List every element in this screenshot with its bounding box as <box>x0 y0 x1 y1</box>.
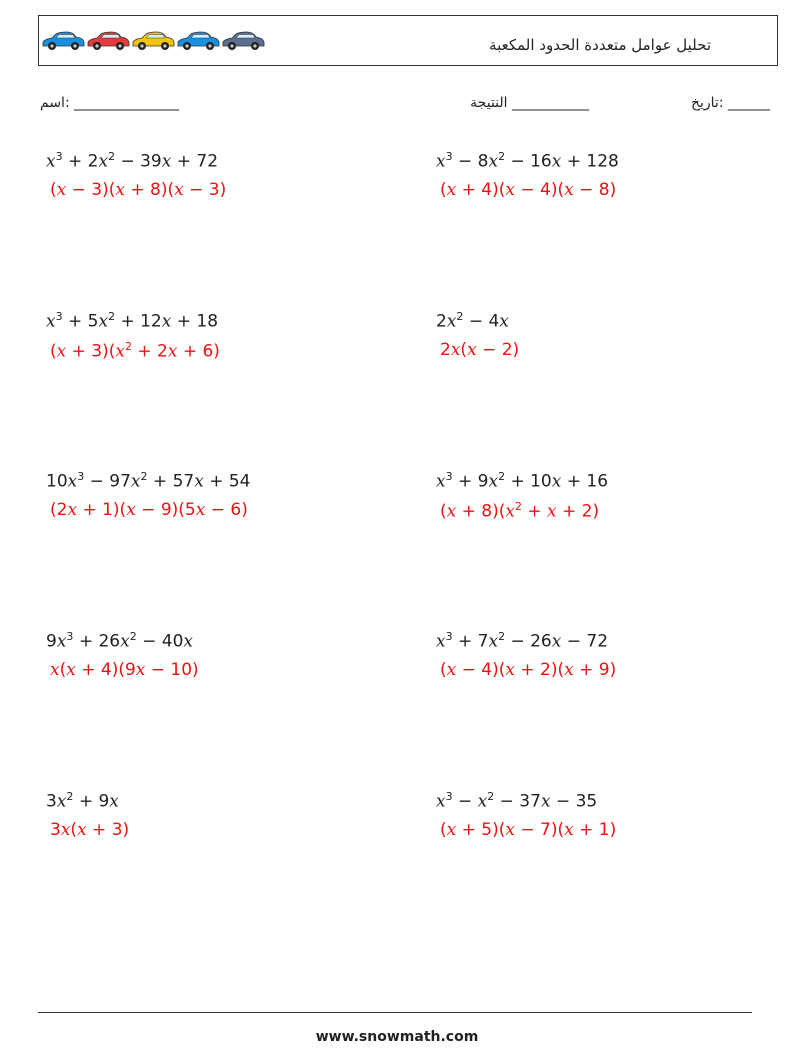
answer-expression: 2x(x − 2) <box>440 340 520 360</box>
problem-expression: $x^3 + 5x^2 + 12x + 18$ <box>46 310 219 332</box>
name-field: _______________ :اسم <box>40 95 180 111</box>
worksheet-title: تحليل عوامل متعددة الحدود المكعبة <box>489 36 711 54</box>
footer-url: www.snowmath.com <box>315 1029 479 1045</box>
answer-expression: (2x + 1)(x − 9)(5x − 6) <box>50 500 248 520</box>
problem-expression: $9x^3 + 26x^2 - 40x$ <box>46 630 193 652</box>
car-icons <box>41 31 266 53</box>
date-field: ______ :تاريخ <box>690 95 770 111</box>
answer-expression: $(x + 3)(x^2 + 2x + 6)$ <box>50 340 220 362</box>
footer-divider <box>38 1012 752 1013</box>
answer-expression: (x + 4)(x − 4)(x − 8) <box>440 180 617 200</box>
answer-expression: (x + 5)(x − 7)(x + 1) <box>440 820 617 840</box>
problem-expression: $3x^2 + 9x$ <box>46 790 119 812</box>
answer-expression: x(x + 4)(9x − 10) <box>50 660 199 680</box>
score-field: ___________ النتيجة <box>470 95 589 111</box>
car-icon-blue <box>43 32 84 50</box>
answer-expression: 3x(x + 3) <box>50 820 130 840</box>
problem-expression: $10x^3 - 97x^2 + 57x + 54$ <box>46 470 251 492</box>
answer-expression: $(x + 8)(x^2 + x + 2)$ <box>440 500 600 522</box>
answer-expression: (x − 3)(x + 8)(x − 3) <box>50 180 227 200</box>
suv-icon-slate <box>223 32 264 50</box>
problem-expression: $2x^2 - 4x$ <box>436 310 509 332</box>
problem-expression: $x^3 + 9x^2 + 10x + 16$ <box>436 470 609 492</box>
car-icon-yellow <box>133 32 174 50</box>
worksheet-header <box>38 15 778 66</box>
car-icon-red <box>88 32 129 50</box>
problem-expression: $x^3 - x^2 - 37x - 35$ <box>436 790 598 812</box>
problem-expression: $x^3 + 7x^2 - 26x - 72$ <box>436 630 609 652</box>
problem-expression: $x^3 + 2x^2 - 39x + 72$ <box>46 150 219 172</box>
answer-expression: (x − 4)(x + 2)(x + 9) <box>440 660 617 680</box>
problem-expression: $x^3 - 8x^2 - 16x + 128$ <box>436 150 619 172</box>
pickup-icon-blue <box>178 32 219 50</box>
